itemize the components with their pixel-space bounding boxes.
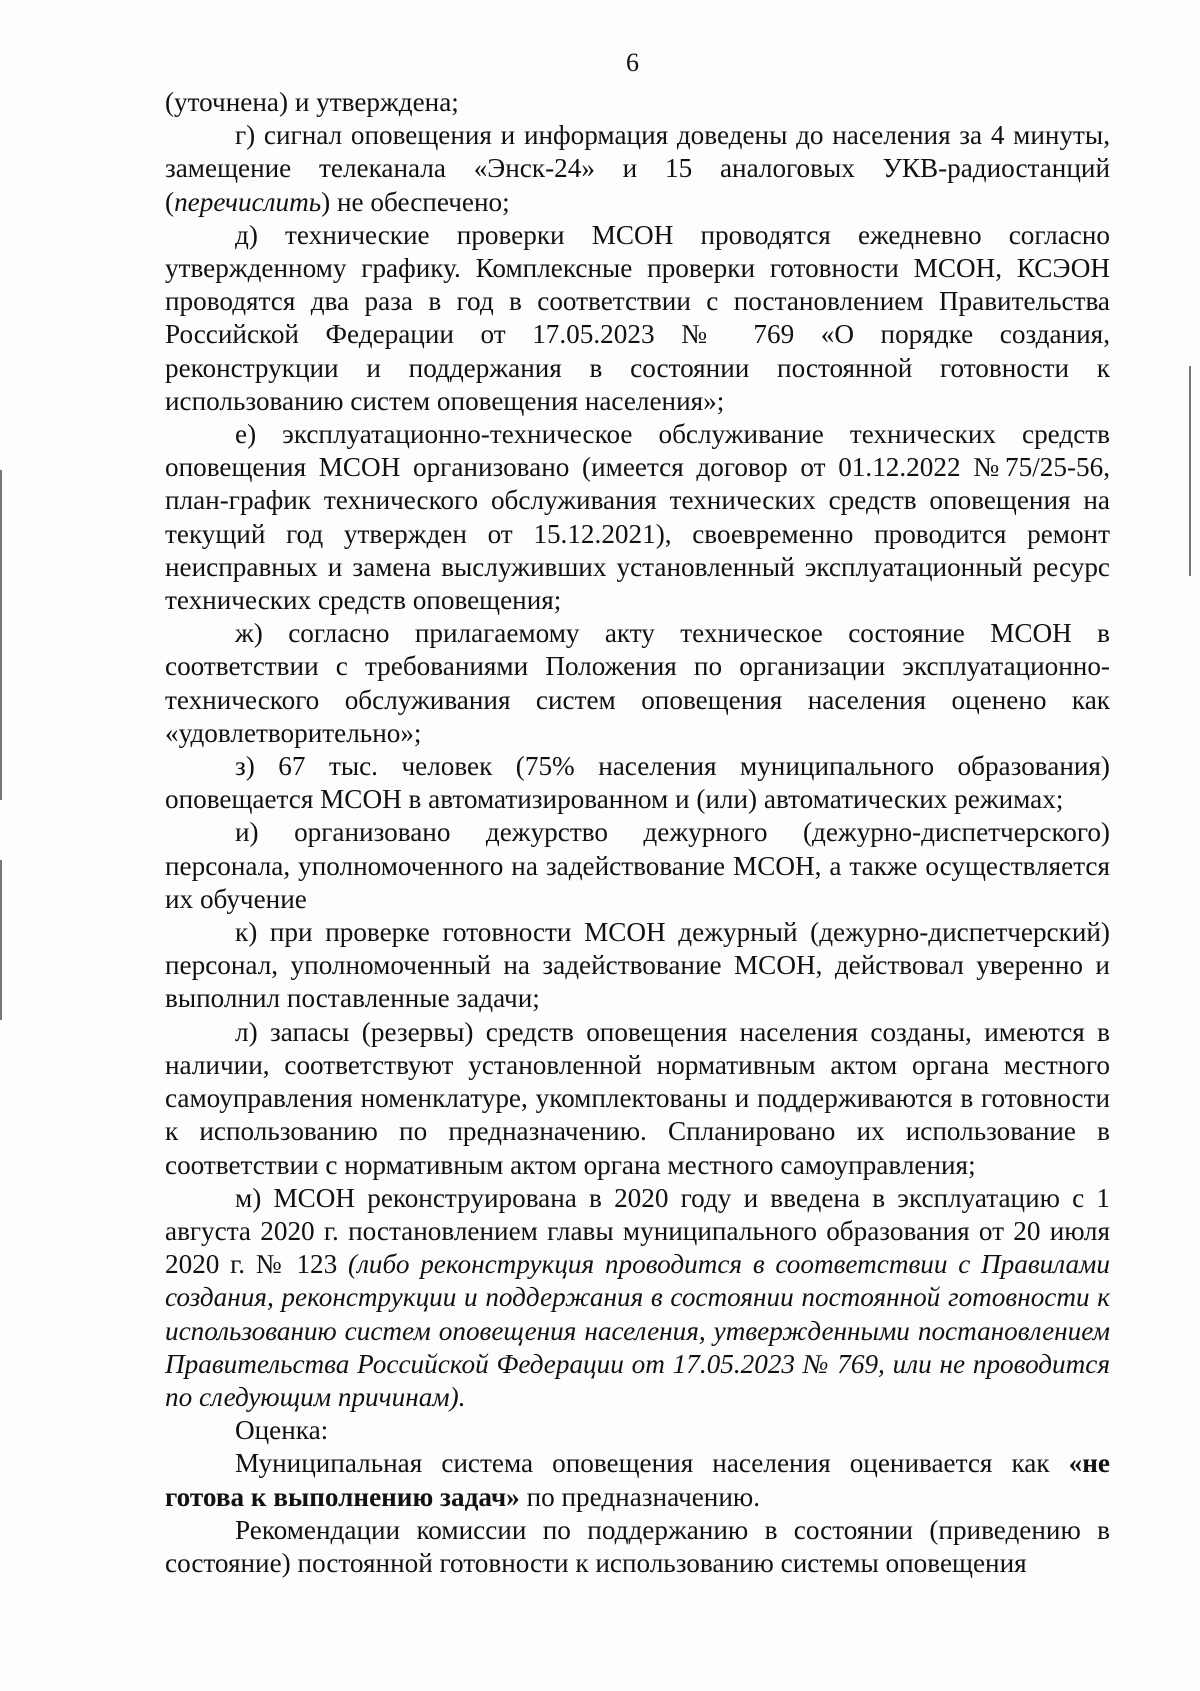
paragraph-zh: ж) согласно прилагаемому акту техническое состояние МСОН в соответствии с требованиями Положения по организации эксплуатационно-технического обслуживания систем оповещения населения оценено как «удовлетворительно»;: [165, 618, 1110, 748]
assessment-text: [165, 1447, 1110, 1513]
document-body: [165, 86, 1110, 1580]
scan-edge-mark: [1189, 366, 1191, 576]
paragraph-e: е) эксплуатационно-техническое обслуживание технических средств оповещения МСОН организовано (имеется договор от 01.12.2022 №75/25-56, план-график технического обслуживания технических средств оповещения на текущий год утвержден от 15.12.2021), своевременно проводится ремонт неисправных и замена выслуживших установленный эксплуатационный ресурс технических средств оповещения;: [165, 419, 1110, 616]
assessment-heading: Оценка:: [235, 1415, 329, 1446]
paragraph-text: Муниципальная система оповещения населения оценивается как: [235, 1448, 1069, 1479]
paragraph-continuation: (уточнена) и утверждена;: [165, 87, 459, 117]
paragraph-z: з) 67 тыс. человек (75% населения муниципального образования) оповещается МСОН в автоматизированном и (или) автоматических режимах;: [165, 751, 1110, 815]
paragraph-text: по предназначению.: [519, 1481, 761, 1512]
scan-edge-mark: [0, 470, 2, 800]
paragraph-l: л) запасы (резервы) средств оповещения населения созданы, имеются в наличии, соответствуют установленной нормативным актом органа местного самоуправления номенклатуре, укомплектованы и поддерживаются в готовности к использованию по предназначению. Спланировано их использование в соответствии с нормативным актом органа местного самоуправления;: [165, 1016, 1110, 1180]
page-number: 6: [626, 48, 639, 77]
scan-edge-mark: [0, 860, 2, 1020]
recommendations-paragraph: Рекомендации комиссии по поддержанию в состоянии (приведению в состояние) постоянной готовности к использованию системы оповещения: [165, 1514, 1110, 1578]
paragraph-text: ) не обеспечено;: [321, 186, 510, 217]
assessment-verdict: «не готова к выполнению задач»: [165, 1448, 1110, 1512]
paragraph-text: г) сигнал оповещения и информация доведены до населения за 4 минуты, замещение телеканала «Энск-24» и 15 аналоговых УКВ-радиостанций (: [165, 120, 1110, 217]
paragraph-m: [165, 1182, 1110, 1414]
paragraph-italic-note: (либо реконструкция проводится в соответствии с Правилами создания, реконструкции и поддержания в состоянии постоянной готовности к использованию систем оповещения населения, утвержденными постановлением Правительства Российской Федерации от 17.05.2023 № 769, или не проводится по следующим причинам).: [165, 1249, 1110, 1412]
paragraph-d: д) технические проверки МСОН проводятся ежедневно согласно утвержденному графику. Комплексные проверки готовности МСОН, КСЭОН проводятся два раза в год в соответствии с постановлением Правительства Российской Федерации от 17.05.2023 № 769 «О порядке создания, реконструкции и поддержания в состоянии постоянной готовности к использованию систем оповещения населения»;: [165, 219, 1110, 416]
paragraph-g: [165, 119, 1110, 219]
paragraph-i: и) организовано дежурство дежурного (дежурно-диспетчерского) персонала, уполномоченного на задействование МСОН, а также осуществляется их обучение: [165, 817, 1110, 914]
paragraph-text: м) МСОН реконструирована в 2020 году и введена в эксплуатацию с 1 августа 2020 г. постановлением главы муниципального образования от 20 июля 2020 г. № 123: [165, 1182, 1110, 1280]
paragraph-k: к) при проверке готовности МСОН дежурный (дежурно-диспетчерский) персонал, уполномоченный на задействование МСОН, действовал уверенно и выполнил поставленные задачи;: [165, 917, 1110, 1014]
paragraph-italic-note: перечислить: [174, 186, 322, 217]
